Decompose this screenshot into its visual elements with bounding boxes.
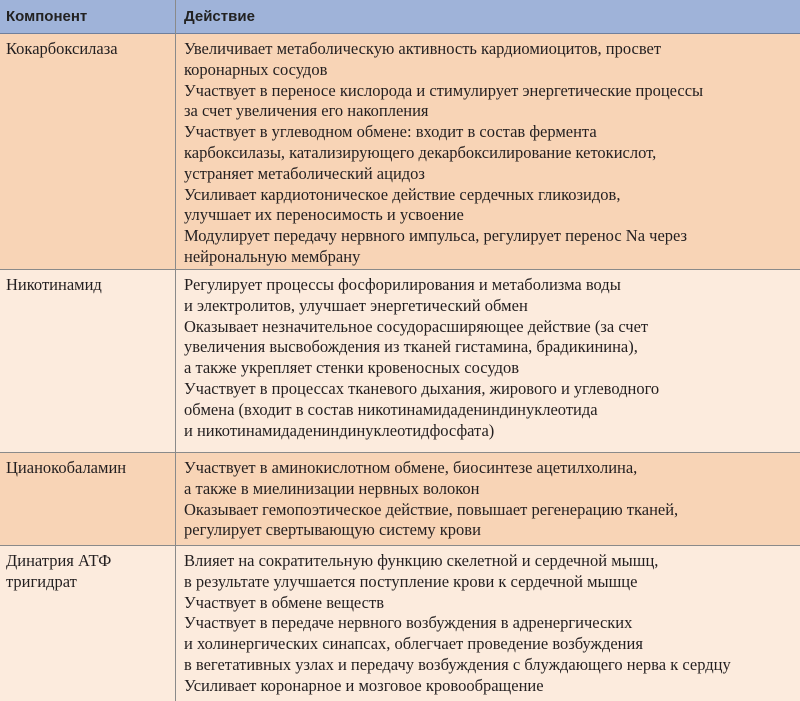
action-line: за счет увеличения его накопления	[184, 101, 429, 121]
action-line: а также в миелинизации нервных волокон	[184, 478, 480, 498]
action-line: устраняет метаболический ацидоз	[184, 163, 425, 183]
action-line: Регулирует процессы фосфорилирования и метаболизма воды	[184, 275, 621, 294]
action-cell	[184, 275, 796, 441]
action-line: Оказывает незначительное сосудорасширяющее действие (за счет	[184, 316, 649, 336]
action-line: Участвует в передаче нервного возбуждения в адренергических	[184, 613, 633, 633]
header-component: Компонент	[6, 8, 88, 25]
table-row	[0, 453, 800, 546]
component-name: Динатрия АТФ	[6, 551, 112, 570]
component-name: тригидрат	[6, 571, 77, 591]
component-name: Никотинамид	[6, 275, 102, 294]
table-header	[0, 0, 800, 34]
action-line: Оказывает гемопоэтическое действие, повышает регенерацию тканей,	[184, 499, 679, 519]
table-row	[0, 270, 800, 453]
action-line: обмена (входит в состав никотинамидадениндинуклеотида	[184, 399, 598, 419]
action-line: Участвует в переносе кислорода и стимулирует энергетические процессы	[184, 80, 704, 100]
column-divider	[175, 0, 176, 701]
action-line: улучшает их переносимость и усвоение	[184, 205, 464, 225]
action-cell	[184, 551, 796, 697]
action-cell	[184, 39, 796, 268]
action-line: карбоксилазы, катализирующего декарбоксилирование кетокислот,	[184, 142, 657, 162]
component-name: Кокарбоксилаза	[6, 39, 118, 58]
action-cell	[184, 458, 796, 541]
component-cell	[6, 458, 168, 479]
component-cell	[6, 39, 168, 60]
action-line: и электролитов, улучшает энергетический обмен	[184, 295, 528, 315]
action-line: Влияет на сократительную функцию скелетной и сердечной мышц,	[184, 551, 659, 570]
action-line: и холинергических синапсах, облегчает проведение возбуждения	[184, 634, 643, 654]
action-line: увеличения высвобождения из тканей гистамина, брадикинина),	[184, 337, 638, 357]
action-line: Усиливает кардиотоническое действие сердечных гликозидов,	[184, 184, 621, 204]
action-line: Участвует в процессах тканевого дыхания, жирового и углеводного	[184, 378, 660, 398]
component-cell	[6, 275, 168, 296]
component-cell	[6, 551, 168, 593]
action-line: регулирует свертывающую систему крови	[184, 520, 481, 540]
table-row	[0, 34, 800, 270]
action-line: коронарных сосудов	[184, 59, 328, 79]
header-action: Действие	[184, 8, 255, 25]
component-name: Цианокобаламин	[6, 458, 127, 477]
action-line: Усиливает коронарное и мозговое кровообращение	[184, 675, 544, 695]
table-row	[0, 546, 800, 701]
action-line: Модулирует передачу нервного импульса, регулирует перенос Na через	[184, 226, 688, 246]
action-line: Участвует в аминокислотном обмене, биосинтезе ацетилхолина,	[184, 458, 638, 477]
action-line: Участвует в обмене веществ	[184, 592, 384, 612]
action-line: в результате улучшается поступление крови к сердечной мышце	[184, 571, 638, 591]
action-line: Увеличивает метаболическую активность кардиомиоцитов, просвет	[184, 39, 662, 58]
action-line: и никотинамидадениндинуклеотидфосфата)	[184, 420, 495, 440]
action-line: Участвует в углеводном обмене: входит в состав фермента	[184, 122, 597, 142]
action-line: а также укрепляет стенки кровеносных сосудов	[184, 358, 520, 378]
action-line: в вегетативных узлах и передачу возбуждения с блуждающего нерва к сердцу	[184, 654, 731, 674]
action-line: нейрональную мембрану	[184, 246, 361, 266]
